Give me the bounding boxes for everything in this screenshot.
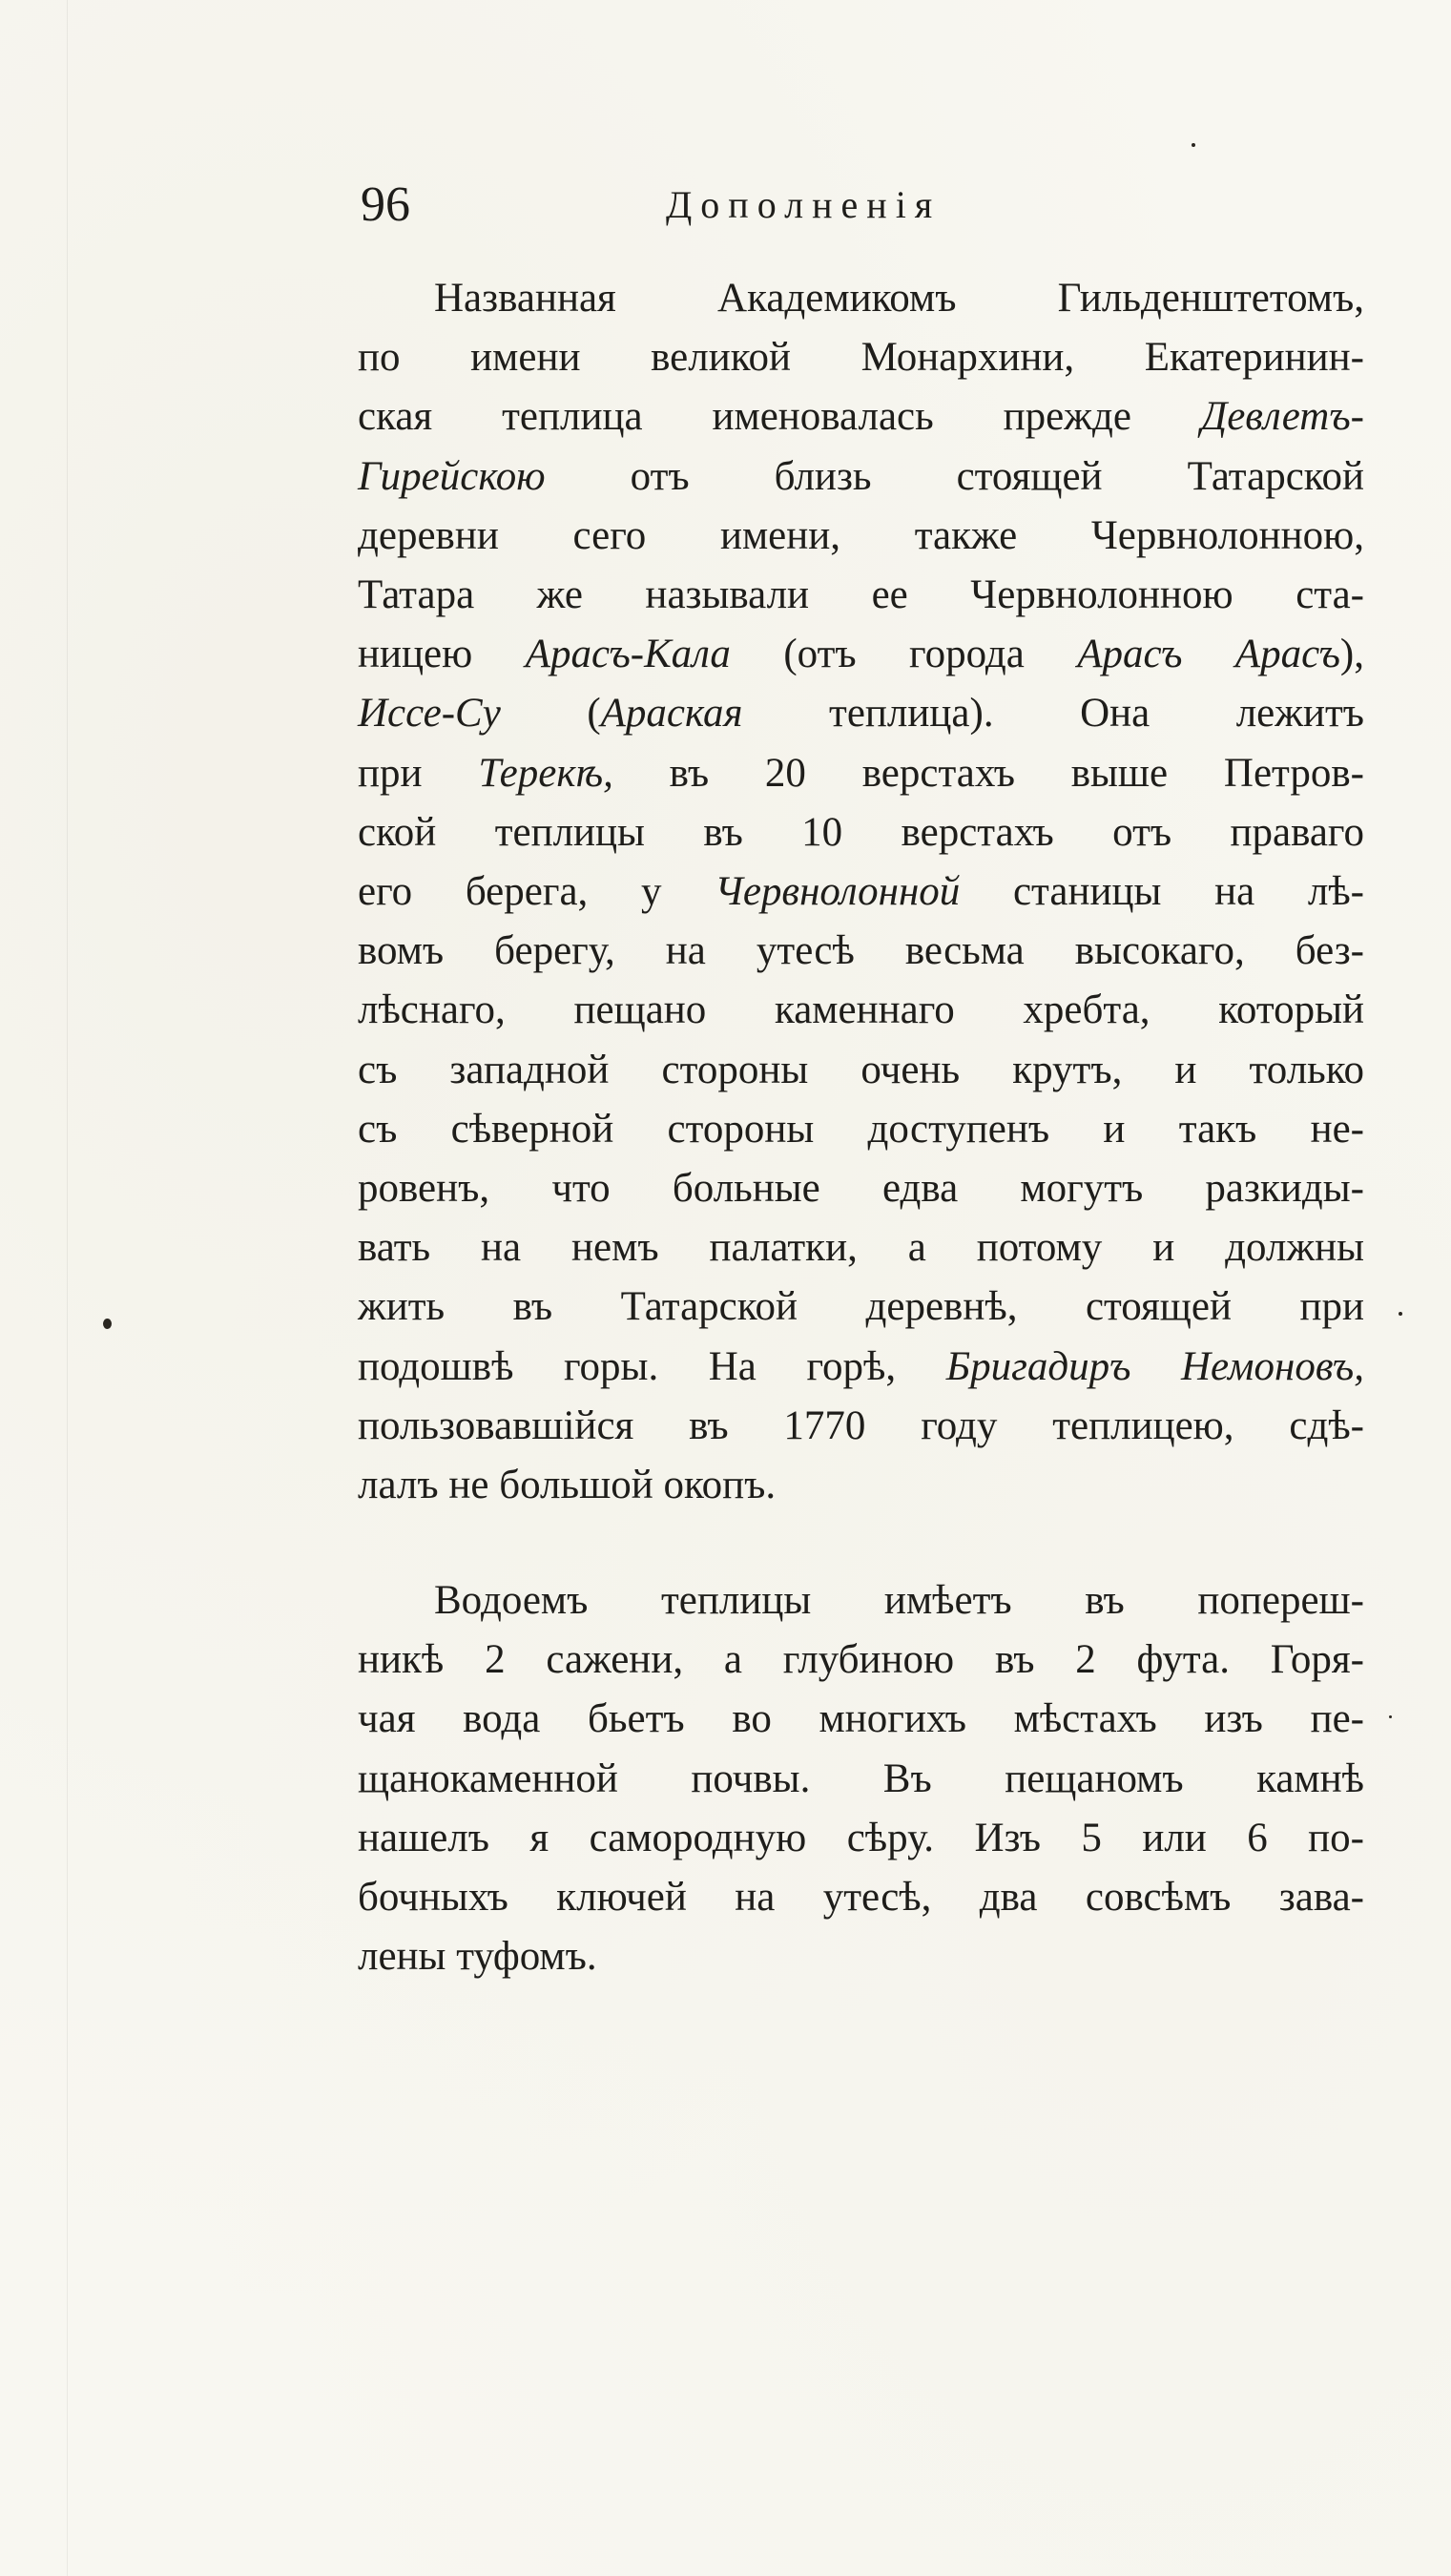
text-line (358, 1456, 1364, 1515)
text-segment: съ сѣверной стороны доступенъ и такъ не- (358, 1106, 1364, 1152)
ink-speck (1399, 1312, 1402, 1316)
text-segment: въ 20 верстахъ выше Петров- (612, 750, 1364, 796)
text-line (358, 744, 1364, 803)
text-line (358, 1218, 1364, 1278)
text-line (358, 1397, 1364, 1456)
text-line (358, 1631, 1364, 1690)
text-line (358, 447, 1364, 507)
text-line (358, 625, 1364, 684)
text-line (358, 803, 1364, 862)
text-segment: станицы на лѣ- (960, 869, 1365, 915)
italic-text-segment: Бригадиръ Немоновъ, (945, 1343, 1364, 1389)
text-segment: пользовавшійся въ 1770 году теплицею, сдѣ- (358, 1402, 1364, 1448)
text-segment: лѣснаго, пещано каменнаго хребта, который (358, 987, 1364, 1033)
paragraph-2 (358, 1571, 1364, 1986)
text-line (358, 1750, 1364, 1809)
text-segment: (отъ города (730, 632, 1078, 677)
text-line (358, 862, 1364, 922)
text-line (358, 387, 1364, 447)
text-line (358, 269, 1364, 328)
text-segment: щанокаменной почвы. Въ пещаномъ камнѣ (358, 1755, 1364, 1801)
text-line (358, 684, 1364, 743)
italic-text-segment: Девлетъ- (1200, 394, 1364, 440)
text-segment: подошвѣ горы. На горѣ, (358, 1343, 946, 1389)
text-segment: съ западной стороны очень крутъ, и только (358, 1047, 1364, 1092)
italic-text-segment: Арасъ-Кала (525, 632, 731, 677)
text-line (358, 1159, 1364, 1218)
text-segment: нашелъ я самородную сѣру. Изъ 5 или 6 по- (358, 1815, 1364, 1860)
text-segment: ницею (358, 632, 526, 677)
italic-text-segment: Иссе-Су (358, 691, 501, 737)
text-segment: при (358, 750, 479, 796)
text-segment: его берега, у (358, 869, 715, 915)
text-segment: лены туфомъ. (358, 1934, 597, 1980)
text-line (358, 1690, 1364, 1749)
text-line (358, 566, 1364, 625)
text-line (358, 981, 1364, 1040)
text-segment: теплица). Она лежитъ (742, 691, 1365, 737)
text-line (358, 1278, 1364, 1337)
text-segment: ( (500, 691, 601, 737)
text-segment: чая вода бьетъ во многихъ мѣстахъ изъ пе- (358, 1696, 1364, 1742)
text-line (358, 1041, 1364, 1100)
italic-text-segment: Араская (600, 691, 743, 737)
ink-speck (1192, 143, 1195, 147)
text-segment: по имени великой Монархини, Екатеринин- (358, 335, 1364, 381)
text-line (358, 1868, 1364, 1927)
ink-speck (103, 1319, 112, 1329)
text-segment: вомъ берегу, на утесѣ весьма высокаго, без- (358, 928, 1364, 974)
text-segment: ), (1339, 632, 1364, 677)
italic-text-segment: Червнолонной (715, 869, 961, 915)
ink-speck (1389, 1715, 1392, 1718)
text-segment: вать на немъ палатки, а потому и должны (358, 1225, 1364, 1271)
italic-text-segment: Арасъ Арасъ (1077, 632, 1340, 677)
text-line (358, 1809, 1364, 1868)
text-line (358, 1338, 1364, 1397)
text-line (358, 1571, 1364, 1631)
text-line (358, 507, 1364, 566)
text-line (358, 922, 1364, 981)
text-segment: Названная Академикомъ Гильденштетомъ, (434, 276, 1364, 321)
text-segment: ская теплица именовалась прежде (358, 394, 1201, 440)
text-segment: бочныхъ ключей на утесѣ, два совсѣмъ зава- (358, 1875, 1364, 1921)
italic-text-segment: Терекѣ, (478, 750, 613, 796)
text-segment: Водоемъ теплицы имѣетъ въ попереш- (434, 1578, 1364, 1623)
text-segment: деревни сего имени, также Червнолонною, (358, 512, 1364, 558)
text-segment: Татара же называли ее Червнолонною ста- (358, 572, 1364, 618)
text-line (358, 1100, 1364, 1159)
text-segment: жить въ Татарской деревнѣ, стоящей при (358, 1284, 1364, 1330)
text-segment: лалъ не большой окопъ. (358, 1463, 777, 1508)
page-header (361, 172, 1057, 239)
italic-text-segment: Гирейскою (358, 453, 546, 499)
text-segment: отъ близь стоящей Татарской (545, 453, 1364, 499)
page-number: 96 (361, 177, 410, 232)
text-line (358, 328, 1364, 387)
text-segment: никѣ 2 сажени, а глубиною въ 2 фута. Горя- (358, 1637, 1364, 1683)
text-line (358, 1927, 1364, 1986)
text-segment: ровенъ, что больные едва могутъ разкиды- (358, 1166, 1364, 1212)
page-gutter-shadow (67, 0, 68, 2576)
text-segment: ской теплицы въ 10 верстахъ отъ праваго (358, 809, 1364, 855)
paragraph-1 (358, 269, 1364, 1515)
running-title: Дополненія (666, 183, 942, 226)
